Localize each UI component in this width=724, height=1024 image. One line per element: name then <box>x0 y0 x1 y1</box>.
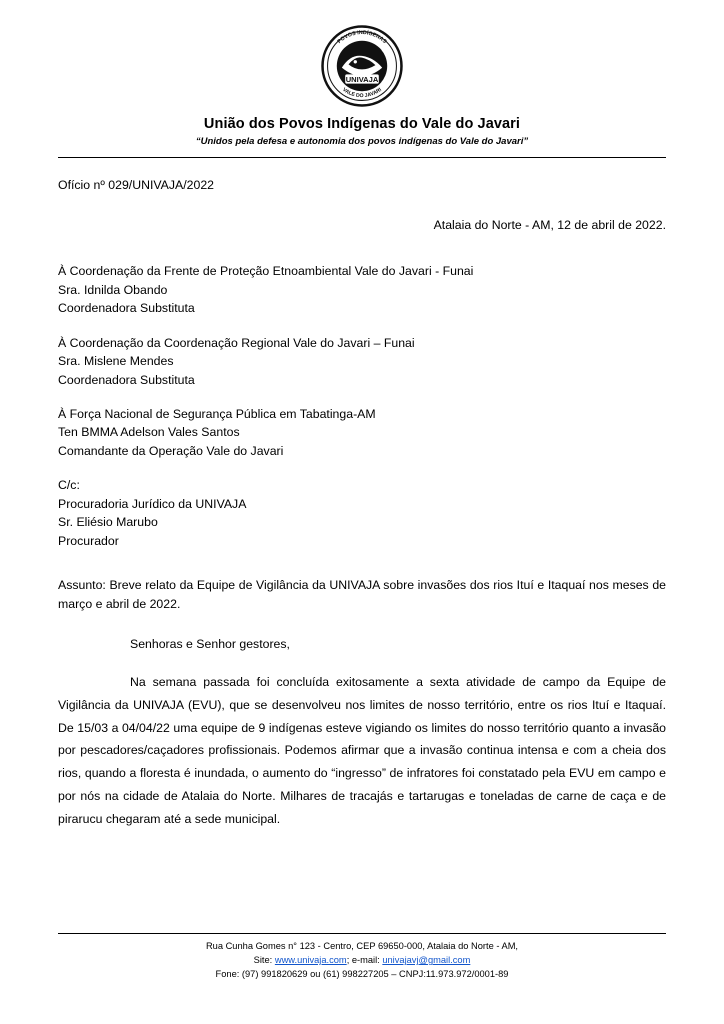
body-paragraph-1: Na semana passada foi concluída exitosamente a sexta atividade de campo da Equipe de Vigilância da UNIVAJA (EVU), que se desenvolveu nos limites de nosso território, entre os rios Ituí e Itaquaí. De 15/03 a 04/04/22 uma equipe de 9 indígenas esteve vigiando os limites do nosso território quanto a invasão por pescadores/caçadores profissionais. Podemos afirmar que a invasão continua intensa e com a cheia dos rios, quando a floresta é inundada, o aumento do “ingresso” de infratores foi constatado pela EVU em campo e por nós na cidade de Atalaia do Norte. Milhares de tracajás e tartarugas e toneladas de carne de caça e de pirarucu chegaram até a sede municipal. <box>58 675 666 826</box>
footer-divider <box>58 933 666 934</box>
recipient-line: Procuradoria Jurídico da UNIVAJA <box>58 496 247 511</box>
logo-container <box>58 0 666 108</box>
place-and-date: Atalaia do Norte - AM, 12 de abril de 2022. <box>433 218 666 233</box>
site-link[interactable]: www.univaja.com <box>274 955 347 966</box>
letter-body <box>58 158 666 830</box>
recipient-line: Procurador <box>58 533 119 548</box>
site-label: Site: <box>253 955 273 966</box>
recipient-line: Sr. Eliésio Marubo <box>58 515 158 530</box>
organization-motto: “Unidos pela defesa e autonomia dos povos indígenas do Vale do Javari” <box>195 136 529 147</box>
page-footer <box>58 933 666 982</box>
footer-contact <box>58 954 666 968</box>
recipient-line: Coordenadora Substituta <box>58 301 195 316</box>
svg-text:UNIVAJA: UNIVAJA <box>345 74 379 84</box>
recipient-line: Sra. Idnilda Obando <box>58 282 168 297</box>
recipient-line: Coordenadora Substituta <box>58 372 195 387</box>
recipient-block-3 <box>58 405 666 460</box>
subject-line: Assunto: Breve relato da Equipe de Vigilância da UNIVAJA sobre invasões dos rios Ituí e Itaquaí nos meses de março e abril de 2022. <box>58 578 666 611</box>
footer-address: Rua Cunha Gomes n° 123 - Centro, CEP 69650-000, Atalaia do Norte - AM, <box>205 941 519 952</box>
footer-phones: Fone: (97) 991820629 ou (61) 998227205 – CNPJ:11.973.972/0001-89 <box>215 969 509 980</box>
univaja-logo-icon <box>320 24 404 108</box>
organization-name: União dos Povos Indígenas do Vale do Javari <box>203 116 521 132</box>
recipient-line: Sra. Mislene Mendes <box>58 354 174 369</box>
recipient-line: À Coordenação da Frente de Proteção Etnoambiental Vale do Javari - Funai <box>58 264 474 279</box>
svg-text:POVOS INDÍGENAS: POVOS INDÍGENAS <box>336 30 388 45</box>
recipient-line: À Coordenação da Coordenação Regional Vale do Javari – Funai <box>58 335 415 350</box>
carbon-copy-label: C/c: <box>58 478 80 493</box>
recipient-block-2 <box>58 334 666 389</box>
carbon-copy-block <box>58 476 666 550</box>
salutation: Senhoras e Senhor gestores, <box>130 636 290 651</box>
recipient-line: À Força Nacional de Segurança Pública em Tabatinga-AM <box>58 407 376 421</box>
recipient-block-1 <box>58 262 666 317</box>
recipient-line: Ten BMMA Adelson Vales Santos <box>58 425 240 440</box>
document-number: Ofício nº 029/UNIVAJA/2022 <box>58 178 215 192</box>
email-label: ; e-mail: <box>346 955 380 966</box>
email-link[interactable]: univajavj@gmail.com <box>382 955 471 966</box>
recipient-line: Comandante da Operação Vale do Javari <box>58 443 284 458</box>
svg-text:VALE DO JAVARI: VALE DO JAVARI <box>341 86 383 100</box>
